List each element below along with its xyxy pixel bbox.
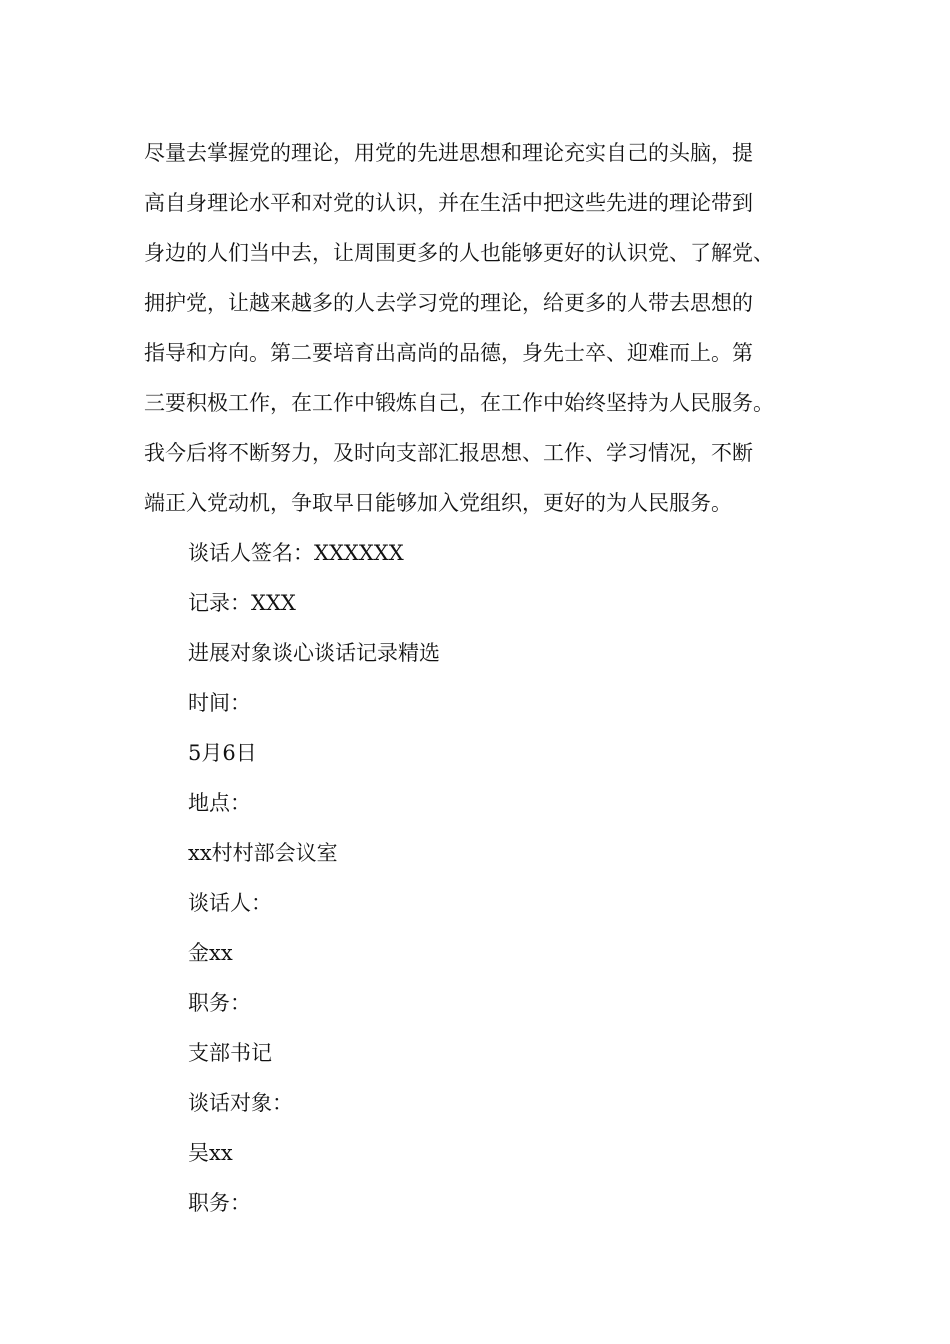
paragraph-line: 身边的人们当中去，让周围更多的人也能够更好的认识党、了解党、: [144, 241, 774, 265]
time-label: 时间：: [188, 691, 251, 715]
section-heading: 进展对象谈心谈话记录精选: [188, 641, 440, 665]
talker-label: 谈话人：: [188, 891, 272, 915]
place-label: 地点：: [188, 791, 251, 815]
main-paragraph: [144, 128, 824, 528]
target-value: 吴xx: [188, 1141, 233, 1165]
place-value: xx村村部会议室: [188, 841, 338, 865]
paragraph-line: 三要积极工作，在工作中锻炼自己，在工作中始终坚持为人民服务。: [144, 391, 774, 415]
talker-position-label: 职务：: [188, 991, 251, 1015]
document-body: [144, 128, 824, 1228]
time-value: 5月6日: [188, 741, 257, 765]
target-position-label: 职务：: [188, 1191, 251, 1215]
paragraph-line: 尽量去掌握党的理论，用党的先进思想和理论充实自己的头脑，提: [144, 141, 753, 165]
talker-position-value: 支部书记: [188, 1041, 272, 1065]
target-label: 谈话对象：: [188, 1091, 293, 1115]
paragraph-line: 我今后将不断努力，及时向支部汇报思想、工作、学习情况，不断: [144, 441, 753, 465]
paragraph-line: 高自身理论水平和对党的认识，并在生活中把这些先进的理论带到: [144, 191, 753, 215]
talker-value: 金xx: [188, 941, 233, 965]
paragraph-line: 指导和方向。第二要培育出高尚的品德，身先士卒、迎难而上。第: [144, 341, 753, 365]
paragraph-line: 端正入党动机，争取早日能够加入党组织，更好的为人民服务。: [144, 491, 732, 515]
paragraph-line: 拥护党，让越来越多的人去学习党的理论，给更多的人带去思想的: [144, 291, 753, 315]
signature-line: 谈话人签名：XXXXXX: [188, 541, 404, 565]
recorder-line: 记录：XXX: [188, 591, 296, 615]
